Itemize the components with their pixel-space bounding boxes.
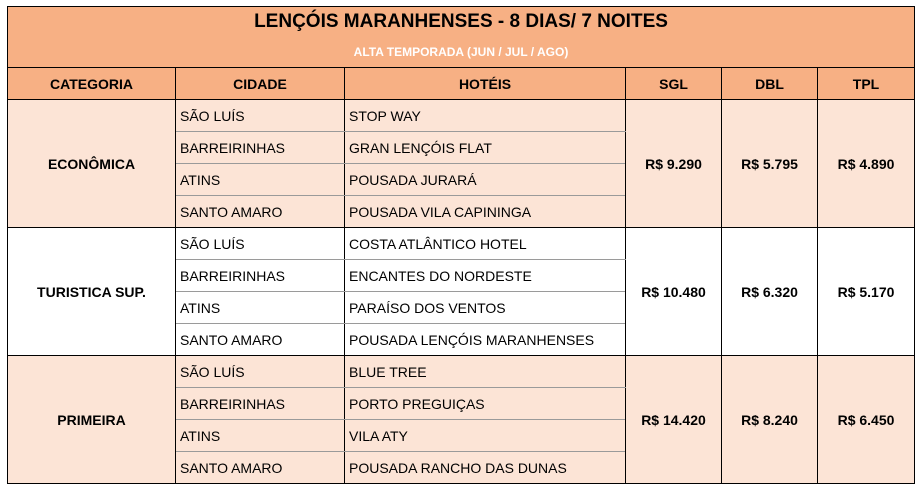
- city-cell[interactable]: SANTO AMARO: [176, 452, 345, 484]
- price-tpl-cell[interactable]: R$ 4.890: [818, 100, 915, 228]
- city-cell[interactable]: SÃO LUÍS: [176, 100, 345, 132]
- price-sgl-cell[interactable]: R$ 14.420: [626, 356, 722, 484]
- table-title: LENÇÓIS MARANHENSES - 8 DIAS/ 7 NOITES: [8, 7, 915, 38]
- city-cell[interactable]: ATINS: [176, 292, 345, 324]
- price-table: [7, 6, 915, 484]
- city-cell[interactable]: BARREIRINHAS: [176, 260, 345, 292]
- price-sgl-cell[interactable]: R$ 10.480: [626, 228, 722, 356]
- price-tpl-cell[interactable]: R$ 6.450: [818, 356, 915, 484]
- category-cell[interactable]: ECONÔMICA: [8, 100, 176, 228]
- hotel-cell[interactable]: GRAN LENÇÓIS FLAT: [345, 132, 626, 164]
- header-cidade[interactable]: CIDADE: [176, 68, 345, 100]
- hotel-cell[interactable]: POUSADA RANCHO DAS DUNAS: [345, 452, 626, 484]
- price-sgl-cell[interactable]: R$ 9.290: [626, 100, 722, 228]
- hotel-cell[interactable]: POUSADA VILA CAPININGA: [345, 196, 626, 228]
- table-body: [8, 100, 915, 484]
- city-cell[interactable]: SANTO AMARO: [176, 196, 345, 228]
- city-cell[interactable]: ATINS: [176, 164, 345, 196]
- price-dbl-cell[interactable]: R$ 5.795: [722, 100, 818, 228]
- city-cell[interactable]: SÃO LUÍS: [176, 356, 345, 388]
- header-categoria[interactable]: CATEGORIA: [8, 68, 176, 100]
- category-cell[interactable]: TURISTICA SUP.: [8, 228, 176, 356]
- hotel-cell[interactable]: PARAÍSO DOS VENTOS: [345, 292, 626, 324]
- hotel-cell[interactable]: STOP WAY: [345, 100, 626, 132]
- city-cell[interactable]: BARREIRINHAS: [176, 388, 345, 420]
- table-row: [8, 228, 915, 260]
- hotel-cell[interactable]: PORTO PREGUIÇAS: [345, 388, 626, 420]
- table-row: [8, 100, 915, 132]
- hotel-cell[interactable]: ENCANTES DO NORDESTE: [345, 260, 626, 292]
- table-subtitle: ALTA TEMPORADA (JUN / JUL / AGO): [8, 37, 915, 68]
- hotel-cell[interactable]: VILA ATY: [345, 420, 626, 452]
- table-row: [8, 356, 915, 388]
- price-dbl-cell[interactable]: R$ 8.240: [722, 356, 818, 484]
- hotel-cell[interactable]: POUSADA JURARÁ: [345, 164, 626, 196]
- hotel-cell[interactable]: COSTA ATLÂNTICO HOTEL: [345, 228, 626, 260]
- header-sgl[interactable]: SGL: [626, 68, 722, 100]
- category-cell[interactable]: PRIMEIRA: [8, 356, 176, 484]
- hotel-cell[interactable]: POUSADA LENÇÓIS MARANHENSES: [345, 324, 626, 356]
- hotel-cell[interactable]: BLUE TREE: [345, 356, 626, 388]
- header-tpl[interactable]: TPL: [818, 68, 915, 100]
- price-tpl-cell[interactable]: R$ 5.170: [818, 228, 915, 356]
- header-dbl[interactable]: DBL: [722, 68, 818, 100]
- price-dbl-cell[interactable]: R$ 6.320: [722, 228, 818, 356]
- header-hoteis[interactable]: HOTÉIS: [345, 68, 626, 100]
- city-cell[interactable]: SANTO AMARO: [176, 324, 345, 356]
- city-cell[interactable]: ATINS: [176, 420, 345, 452]
- city-cell[interactable]: SÃO LUÍS: [176, 228, 345, 260]
- city-cell[interactable]: BARREIRINHAS: [176, 132, 345, 164]
